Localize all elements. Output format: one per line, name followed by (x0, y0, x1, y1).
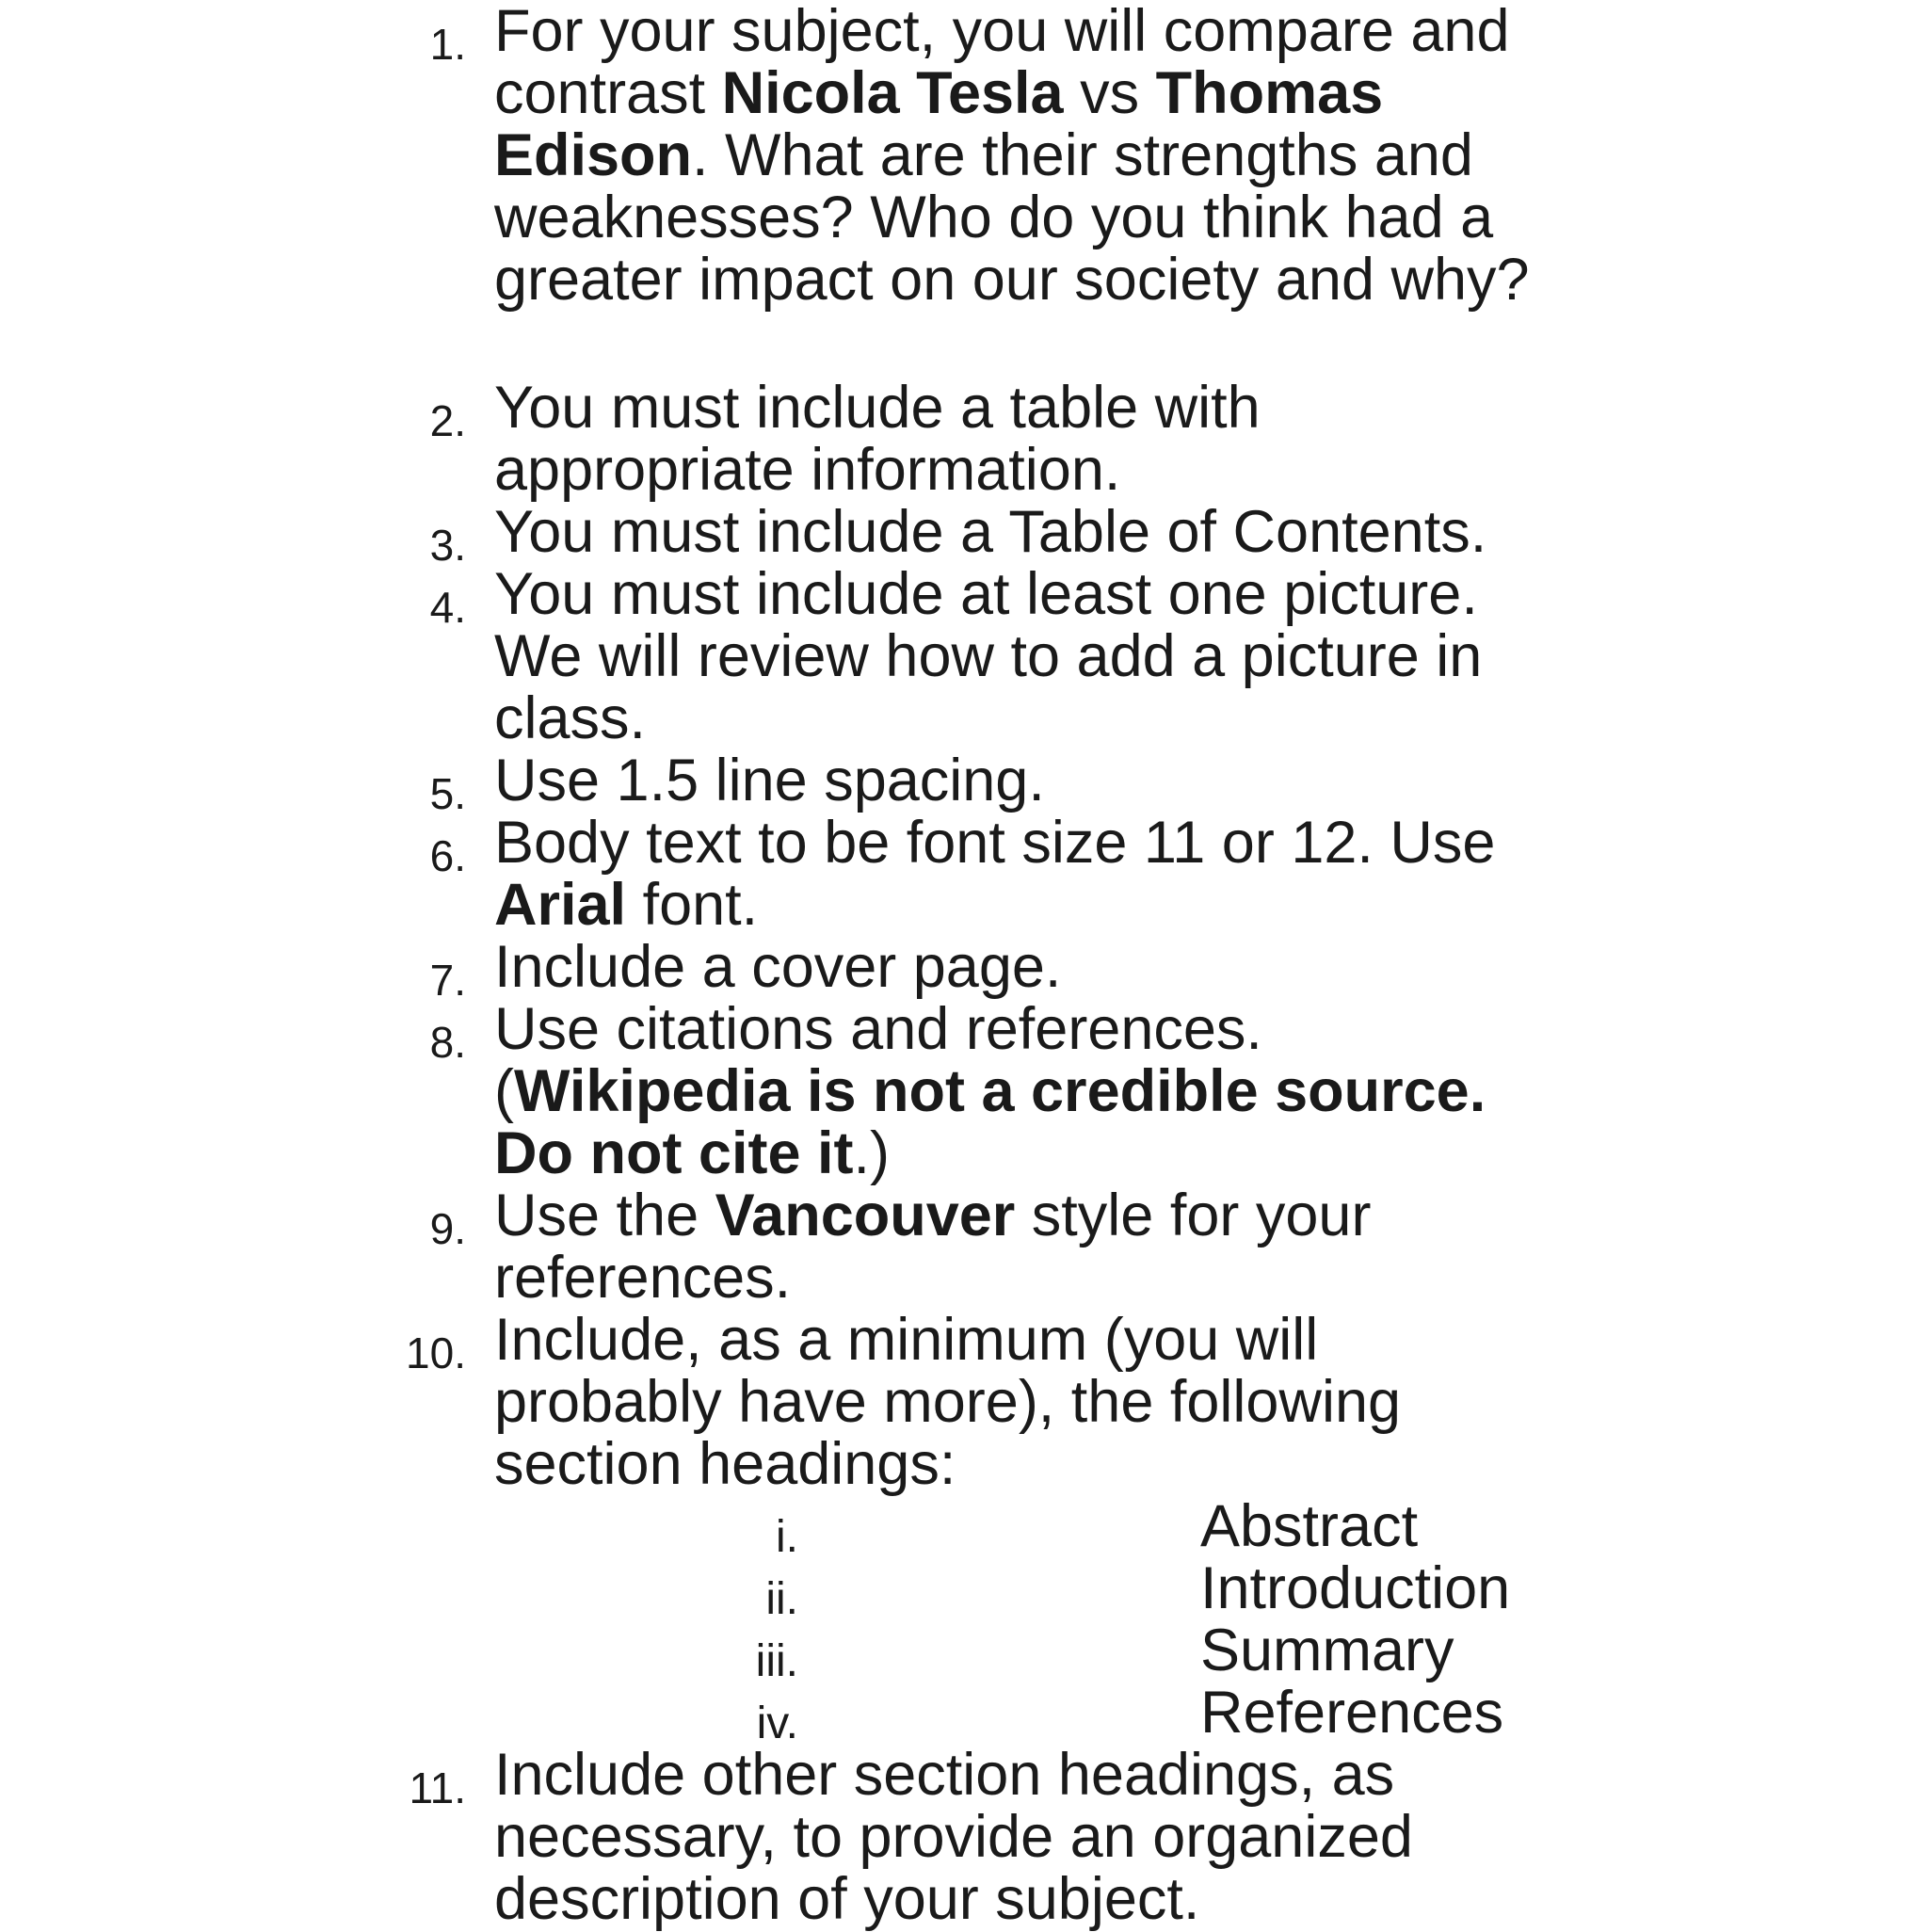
section-heading-label: References (1200, 1680, 1504, 1746)
roman-numeral: ii. (765, 1574, 798, 1624)
list-item-text (494, 998, 1624, 1184)
list-item-text (494, 936, 1624, 998)
bold-text-run: Edison (494, 122, 693, 188)
text-line (494, 124, 1624, 186)
text-run: Use the (494, 1183, 715, 1248)
text-run: contrast (494, 60, 722, 126)
list-item-number: 4. (429, 583, 466, 632)
roman-numeral: i. (776, 1512, 798, 1562)
text-line (494, 936, 1624, 998)
bold-text-run: Wikipedia is not a credible source. (513, 1058, 1486, 1124)
list-item-text (494, 812, 1624, 936)
text-run: Use 1.5 line spacing. (494, 748, 1045, 813)
section-heading-item (0, 1680, 1928, 1748)
list-item-text (494, 377, 1624, 501)
bold-text-run: Vancouver (715, 1183, 1016, 1248)
text-line (494, 1060, 1624, 1122)
list-item-text (494, 0, 1624, 311)
text-line (494, 749, 1624, 812)
list-item-number: 2. (429, 396, 466, 445)
list-item-number: 8. (429, 1018, 466, 1067)
text-run: We will review how to add a picture in (494, 623, 1483, 689)
text-run: Include other section headings, as (494, 1742, 1395, 1808)
text-run: font. (626, 872, 759, 938)
text-line (494, 186, 1624, 249)
section-heading-label: Introduction (1200, 1555, 1511, 1621)
list-item-text (494, 1744, 1624, 1930)
list-item-text (494, 1184, 1624, 1309)
text-run: Body text to be font size 11 or 12. Use (494, 810, 1496, 876)
text-line (494, 998, 1624, 1060)
text-line (494, 1806, 1624, 1868)
text-run: You must include a table with (494, 375, 1261, 441)
text-run: description of your subject. (494, 1866, 1200, 1932)
text-line (494, 1371, 1624, 1433)
list-item-number: 11. (409, 1763, 466, 1812)
text-line (494, 0, 1624, 62)
list-item-number: 1. (429, 20, 466, 69)
bold-text-run: Nicola Tesla (721, 60, 1064, 126)
section-heading-label: Abstract (1200, 1493, 1419, 1559)
list-item-number: 9. (429, 1204, 466, 1253)
text-run: appropriate information. (494, 437, 1121, 503)
text-line (494, 1247, 1624, 1309)
text-run: vs (1063, 60, 1156, 126)
text-run: Include a cover page. (494, 934, 1062, 1000)
text-line (494, 1122, 1624, 1184)
roman-numeral: iv. (756, 1699, 798, 1748)
section-heading-label: Summary (1200, 1618, 1454, 1683)
text-run: class. (494, 685, 647, 751)
text-line (494, 1868, 1624, 1930)
bold-text-run: Arial (494, 872, 627, 938)
section-heading-item (0, 1493, 1928, 1562)
text-line (494, 1184, 1624, 1247)
section-heading-item (0, 1618, 1928, 1686)
text-run: style for your (1015, 1183, 1372, 1248)
text-run: probably have more), the following (494, 1369, 1402, 1435)
text-run: For your subject, you will compare and (494, 0, 1510, 64)
text-line (494, 874, 1624, 936)
text-line (494, 62, 1624, 124)
text-run: Use citations and references. (494, 996, 1262, 1062)
list-item-number: 10. (406, 1328, 466, 1377)
text-run: greater impact on our society and why? (494, 247, 1530, 313)
text-run: You must include at least one picture. (494, 561, 1478, 627)
text-run: section headings: (494, 1431, 956, 1497)
text-run: references. (494, 1245, 792, 1311)
text-line (494, 1309, 1624, 1371)
text-run: necessary, to provide an organized (494, 1804, 1413, 1870)
text-run: Include, as a minimum (you will (494, 1307, 1319, 1373)
list-item-text (494, 563, 1624, 749)
section-heading-item (0, 1555, 1928, 1624)
text-line (494, 1744, 1624, 1806)
text-line (494, 625, 1624, 687)
bold-text-run: Do not cite it (494, 1120, 854, 1186)
text-run: You must include a Table of Contents. (494, 499, 1487, 565)
text-line (494, 812, 1624, 874)
text-line (494, 439, 1624, 501)
text-line (494, 687, 1624, 749)
list-item-number: 5. (429, 769, 466, 818)
list-item-text (494, 501, 1624, 563)
roman-numeral: iii. (755, 1636, 798, 1686)
text-run: .) (853, 1120, 890, 1186)
text-line (494, 563, 1624, 625)
text-run: weaknesses? Who do you think had a (494, 185, 1494, 250)
text-line (494, 1433, 1624, 1495)
text-run: ( (494, 1058, 514, 1124)
list-item-text (494, 749, 1624, 812)
list-item-number: 6. (429, 831, 466, 880)
list-item-number: 7. (429, 956, 466, 1005)
text-run: . What are their strengths and (692, 122, 1473, 188)
text-line (494, 249, 1624, 311)
text-line (494, 377, 1624, 439)
bold-text-run: Thomas (1155, 60, 1384, 126)
list-item-text (494, 1309, 1624, 1495)
text-line (494, 501, 1624, 563)
list-item-number: 3. (429, 521, 466, 570)
